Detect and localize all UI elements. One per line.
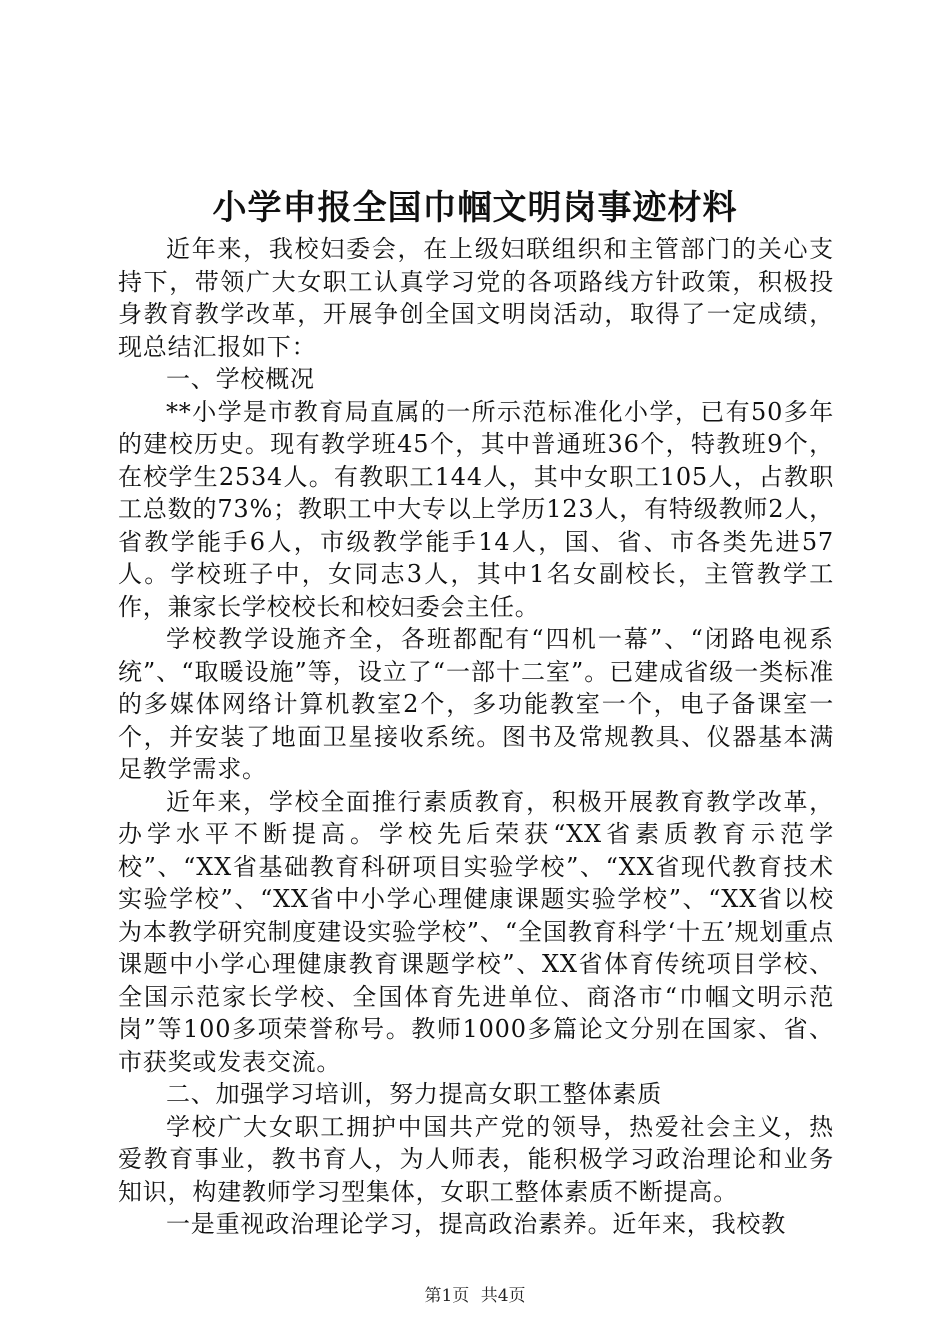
paragraph-staff-quality: 学校广大女职工拥护中国共产党的领导，热爱社会主义，热爱教育事业，教书育人，为人师表，能积极学习政治理论和业务知识，构建教师学习型集体，女职工整体素质不断提高。 [118, 1112, 834, 1206]
page-footer [0, 1281, 950, 1306]
section-heading-2: 二、加强学习培训，努力提高女职工整体素质 [166, 1080, 662, 1108]
page-total: 共4页 [480, 1286, 526, 1306]
paragraph-school-overview: **小学是市教育局直属的一所示范标准化小学，已有50多年的建校历史。现有教学班45个，其中普通班36个，特教班9个，在校学生2534人。有教职工144人，其中女职工105人，占教职工总数的73%；教职工中大专以上学历123人，有特级教师2人，省教学能手6人，市级教学能手14人，国、省、市各类先进57人。学校班子中，女同志3人，其中1名女副校长，主管教学工作，兼家长学校校长和校妇委会主任。 [118, 397, 834, 621]
paragraph-honors: 近年来，学校全面推行素质教育，积极开展教育教学改革，办学水平不断提高。学校先后荣获“XX省素质教育示范学校”、“XX省基础教育科研项目实验学校”、“XX省现代教育技术实验学校”、“XX省中小学心理健康课题实验学校”、“XX省以校为本教学研究制度建设实验学校”、“全国教育科学‘十五’规划重点课题中小学心理健康教育课题学校”、XX省体育传统项目学校、全国示范家长学校、全国体育先进单位、商洛市“巾帼文明示范岗”等100多项荣誉称号。教师1000多篇论文分别在国家、省、市获奖或发表交流。 [118, 787, 834, 1076]
document-body [118, 233, 834, 1241]
paragraph-facilities: 学校教学设施齐全，各班都配有“四机一幕”、“闭路电视系统”、“取暖设施”等，设立了“一部十二室”。已建成省级一类标准的多媒体网络计算机教室2个，多功能教室一个，电子备课室一个，并安装了地面卫星接收系统。图书及常规教具、仪器基本满足教学需求。 [118, 625, 834, 783]
paragraph-intro: 近年来，我校妇委会，在上级妇联组织和主管部门的关心支持下，带领广大女职工认真学习党的各项路线方针政策，积极投身教育教学改革，开展争创全国文明岗活动，取得了一定成绩，现总结汇报如下： [118, 235, 834, 361]
paragraph-political-study: 一是重视政治理论学习，提高政治素养。近年来，我校教 [166, 1210, 786, 1238]
section-heading-1: 一、学校概况 [166, 365, 315, 393]
page-number: 第1页 [424, 1286, 470, 1306]
document-title: 小学申报全国巾帼文明岗事迹材料 [212, 188, 738, 228]
